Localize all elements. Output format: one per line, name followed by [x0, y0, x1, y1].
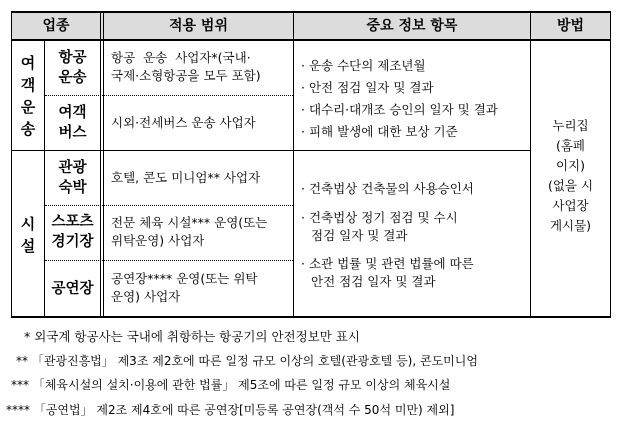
method-description: 누리집 (홈페 이지) (없을 시 사업장 게시물) [547, 118, 594, 233]
sub-sports-stadium: 스포츠 경기장 [51, 214, 94, 250]
dotted-sep-3 [45, 260, 293, 261]
scope-air-transport: 항공 운송 사업자*(국내· 국제·소형항공을 모두 포함) [111, 50, 261, 83]
footnote-3: *** 「체육시설의 설치·이용에 관한 법률」 제5조에 따른 일정 규모 이상의 체육시설 [11, 378, 451, 392]
header-scope: 적용 범위 [169, 18, 228, 34]
footnote-1: * 외국계 항공사는 국내에 취항하는 항공기의 안전정보만 표시 [24, 329, 360, 344]
header-industry: 업종 [42, 18, 70, 34]
items-facility-3: · 소관 법률 및 관련 법률에 따른 안전 점검 일자 및 결과 [301, 256, 474, 289]
footnote-2: ** 「관광진흥법」 제3조 제2호에 따른 일정 규모 이상의 호텔(관광호텔 등), 콘도미니엄 [16, 354, 478, 368]
scope-tourist-lodging: 호텔, 콘도 미니엄** 사업자 [111, 170, 261, 185]
sub-performance-hall: 공연장 [51, 281, 94, 297]
scope-sports-stadium: 전문 체육 시설*** 운영(또는 위탁운영) 사업자 [111, 215, 268, 248]
vrule-2a [100, 12, 101, 317]
vrule-right [610, 11, 611, 318]
category-facility: 시 설 [20, 215, 36, 255]
items-facility-1: · 건축법상 건축물의 사용승인서 [301, 181, 474, 196]
items-transport: · 운송 수단의 제조년월 · 안전 점검 일자 및 결과 · 대수리·대개조 승인의 일자 및 결과 · 피해 발생에 대한 보상 기준 [301, 58, 498, 139]
scope-performance-hall: 공연장**** 운영(또는 위탁 운영) 사업자 [111, 271, 258, 304]
rule-bottom [12, 316, 610, 318]
sub-passenger-bus: 여객 버스 [58, 105, 87, 141]
vrule-3 [293, 12, 294, 317]
rule-header-bottom [12, 39, 610, 41]
dotted-sep-1 [45, 95, 293, 96]
sub-tourist-lodging: 관광 숙박 [58, 160, 87, 196]
header-method: 방법 [556, 18, 585, 34]
scope-passenger-bus: 시외·전세버스 운송 사업자 [111, 115, 256, 130]
items-facility-2: · 건축법상 정기 점검 및 수시 점검 일자 및 결과 [301, 210, 458, 243]
rule-top [12, 11, 610, 13]
vrule-2b [103, 12, 104, 317]
header-items: 중요 정보 항목 [366, 18, 458, 34]
rule-group-divider [12, 150, 530, 151]
sub-air-transport: 항공 운송 [58, 50, 87, 86]
footnote-4: **** 「공연법」 제2조 제4호에 따른 공연장[미등록 공연장(객석 수 50석 미만) 제외] [6, 403, 455, 417]
dotted-sep-2 [45, 205, 293, 206]
category-passenger-transport: 여 객 운 송 [20, 54, 36, 138]
